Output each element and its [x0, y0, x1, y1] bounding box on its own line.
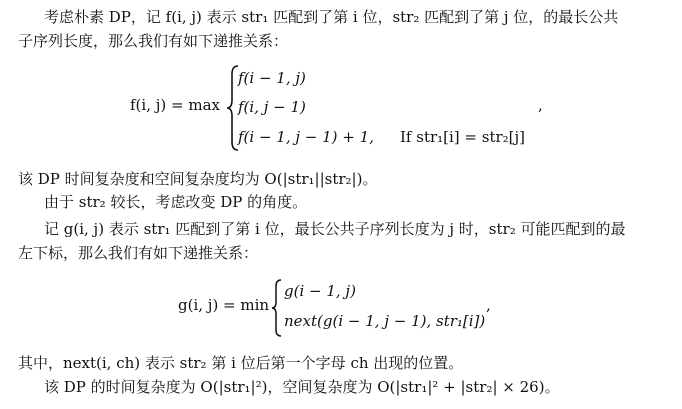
equation-g-lhs: g(i, j) = min	[178, 296, 270, 314]
paragraph-5: 其中，next(i, ch) 表示 str₂ 第 i 位后第一个字母 ch 出现的位置。	[18, 354, 464, 372]
paragraph-1-line-1: 考虑朴素 DP，记 f(i, j) 表示 str₁ 匹配到了第 i 位，str₂ 匹配到了第 j 位，的最长公共	[44, 8, 619, 26]
equation-g-trailing-comma: ,	[486, 296, 491, 314]
equation-f-case-1: f(i − 1, j)	[238, 69, 306, 87]
paragraph-6: 该 DP 的时间复杂度为 O(|str₁|²)，空间复杂度为 O(|str₁|² + |str₂| × 26)。	[44, 378, 560, 396]
left-brace-icon	[271, 278, 283, 338]
equation-f-condition: If str₁[i] = str₂[j]	[400, 128, 526, 146]
equation-f-lhs: f(i, j) = max	[130, 96, 220, 114]
equation-f-trailing-comma: ,	[538, 96, 543, 114]
equation-g-case-1: g(i − 1, j)	[284, 282, 356, 300]
paragraph-4-line-2: 左下标，那么我们有如下递推关系：	[18, 244, 259, 262]
equation-f-case-3: f(i − 1, j − 1) + 1,	[238, 128, 374, 146]
equation-f-case-2: f(i, j − 1)	[238, 98, 306, 116]
paragraph-3: 由于 str₂ 较长，考虑改变 DP 的角度。	[44, 193, 308, 211]
paragraph-1-line-2: 子序列长度，那么我们有如下递推关系：	[18, 32, 289, 50]
equation-g-case-2: next(g(i − 1, j − 1), str₁[i])	[284, 312, 486, 330]
paragraph-4-line-1: 记 g(i, j) 表示 str₁ 匹配到了第 i 位，最长公共子序列长度为 j 时，str₂ 可能匹配到的最	[44, 220, 626, 238]
paragraph-2: 该 DP 时间复杂度和空间复杂度均为 O(|str₁||str₂|)。	[18, 170, 378, 188]
